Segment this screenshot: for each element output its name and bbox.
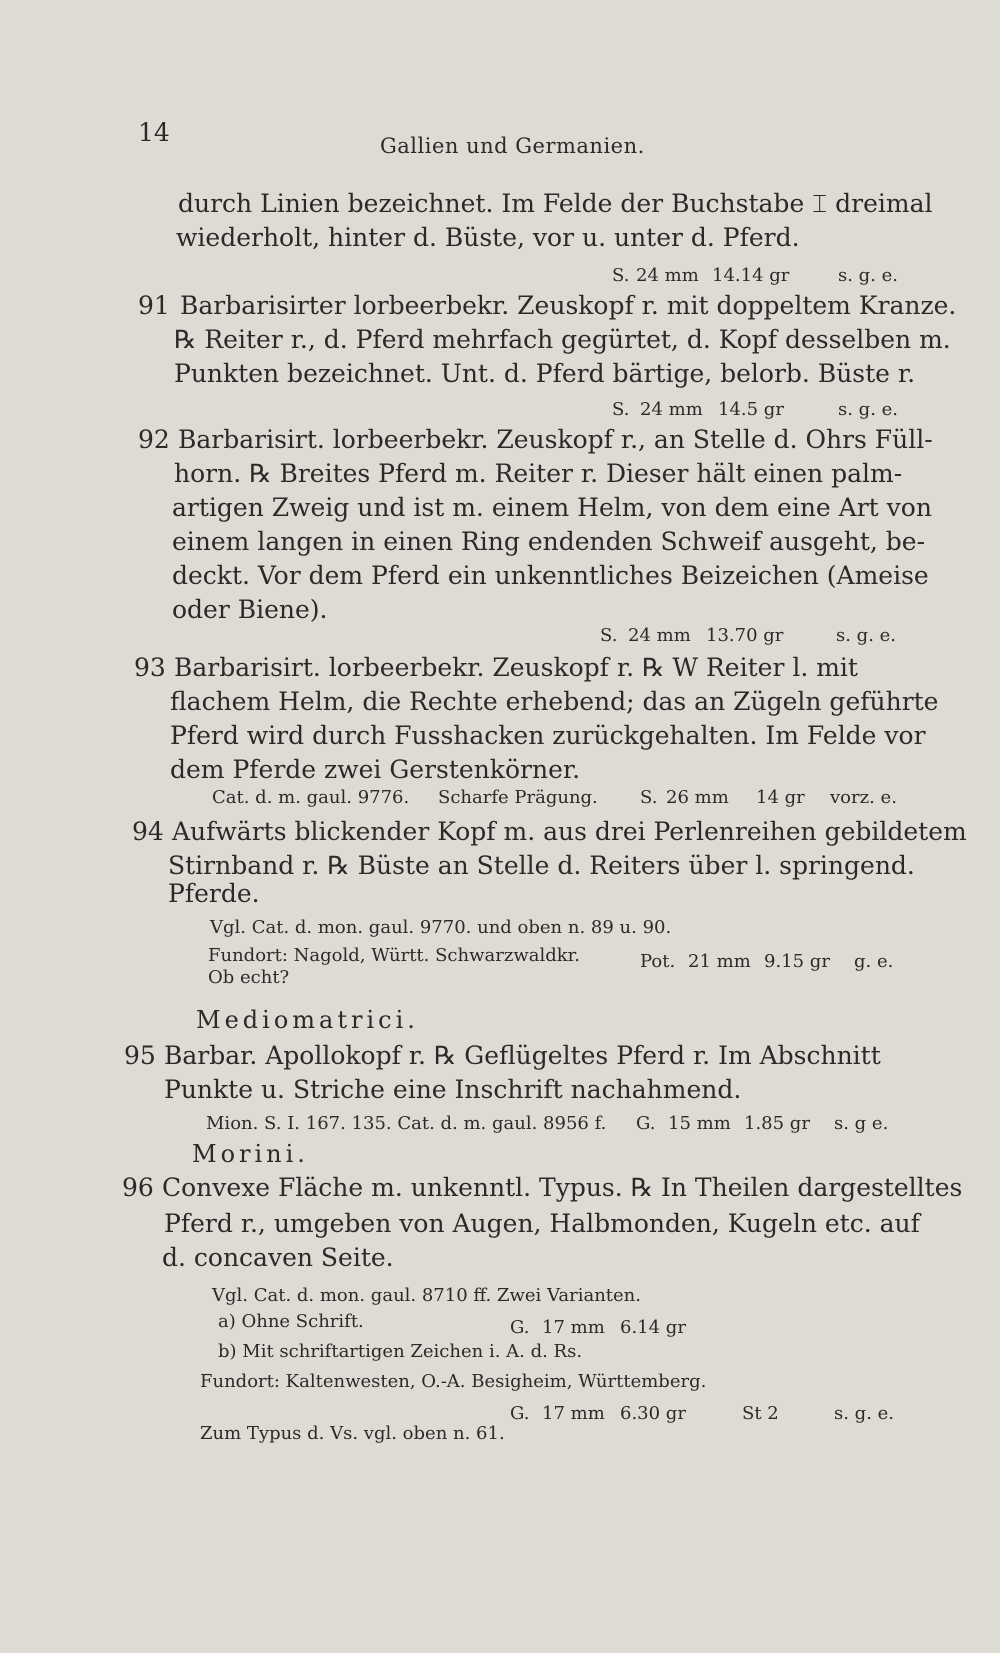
- text-line: Barbarisirter lorbeerbekr. Zeuskopf r. mit doppeltem Kranze.: [180, 291, 957, 320]
- text-line: artigen Zweig und ist m. einem Helm, von dem eine Art von: [172, 493, 932, 522]
- text-line: deckt. Vor dem Pferd ein unkenntliches Beizeichen (Ameise: [172, 561, 929, 590]
- text-line: Aufwärts blickender Kopf m. aus drei Perlenreihen gebildetem: [172, 817, 967, 846]
- note-line: Vgl. Cat. d. mon. gaul. 8710 ff. Zwei Varianten.: [212, 1285, 641, 1306]
- size: 26 mm: [666, 787, 729, 808]
- condition: s. g. e.: [838, 265, 899, 286]
- entry-number: 92: [138, 425, 170, 454]
- weight: 14.5 gr: [718, 399, 784, 420]
- entry-number: 94: [132, 817, 164, 846]
- text-line: Barbarisirt. lorbeerbekr. Zeuskopf r. ℞ W Reiter l. mit: [174, 653, 858, 682]
- weight: 6.30 gr: [620, 1403, 686, 1424]
- condition: s. g e.: [834, 1113, 889, 1134]
- note-line: a) Ohne Schrift.: [218, 1311, 364, 1332]
- metal: S.: [612, 265, 630, 286]
- page-number: 14: [138, 118, 170, 147]
- weight: 9.15 gr: [764, 951, 830, 972]
- weight: 6.14 gr: [620, 1317, 686, 1338]
- text-line: Pferde.: [168, 879, 260, 908]
- running-title: Gallien und Germanien.: [380, 134, 645, 158]
- size: 15 mm: [668, 1113, 731, 1134]
- metal: S.: [640, 787, 658, 808]
- text-line: wiederholt, hinter d. Büste, vor u. unter d. Pferd.: [176, 223, 800, 252]
- text-line: dem Pferde zwei Gerstenkörner.: [170, 755, 581, 784]
- text-line: ℞ Reiter r., d. Pferd mehrfach gegürtet, d. Kopf desselben m.: [174, 325, 951, 354]
- text-line: Barbar. Apollokopf r. ℞ Geflügeltes Pferd r. Im Abschnitt: [164, 1041, 881, 1070]
- entry-number: 93: [134, 653, 166, 682]
- text-line: Punkte u. Striche eine Inschrift nachahmend.: [164, 1075, 742, 1104]
- note-line: Fundort: Kaltenwesten, O.-A. Besigheim, Württemberg.: [200, 1371, 707, 1392]
- note-line: Ob echt?: [208, 967, 290, 988]
- size: 21 mm: [688, 951, 751, 972]
- note: Scharfe Prägung.: [438, 787, 598, 808]
- text-line: Punkten bezeichnet. Unt. d. Pferd bärtige, belorb. Büste r.: [174, 359, 916, 388]
- size: 17 mm: [542, 1317, 605, 1338]
- stempel: St 2: [742, 1403, 779, 1424]
- text-line: einem langen in einen Ring endenden Schweif ausgeht, be-: [172, 527, 926, 556]
- metal: S.: [600, 625, 618, 646]
- text-line: d. concaven Seite.: [162, 1243, 394, 1272]
- text-line: Stirnband r. ℞ Büste an Stelle d. Reiters über l. springend.: [168, 851, 915, 880]
- section-heading: Mediomatrici.: [196, 1006, 419, 1034]
- text-line: Barbarisirt. lorbeerbekr. Zeuskopf r., an Stelle d. Ohrs Füll-: [178, 425, 933, 454]
- weight: 14 gr: [756, 787, 805, 808]
- text-line: Pferd wird durch Fusshacken zurückgehalten. Im Felde vor: [170, 721, 926, 750]
- note-line: b) Mit schriftartigen Zeichen i. A. d. Rs.: [218, 1341, 583, 1362]
- size: 24 mm: [636, 265, 699, 286]
- metal: Pot.: [640, 951, 676, 972]
- text-line: horn. ℞ Breites Pferd m. Reiter r. Dieser hält einen palm-: [174, 459, 903, 488]
- entry-number: 95: [124, 1041, 156, 1070]
- condition: s. g. e.: [834, 1403, 895, 1424]
- text-line: durch Linien bezeichnet. Im Felde der Buchstabe ⌶ dreimal: [178, 189, 933, 218]
- metal: S.: [612, 399, 630, 420]
- weight: 14.14 gr: [712, 265, 790, 286]
- size: 24 mm: [640, 399, 703, 420]
- weight: 13.70 gr: [706, 625, 784, 646]
- text-line: oder Biene).: [172, 595, 328, 624]
- text-line: Convexe Fläche m. unkenntl. Typus. ℞ In Theilen dargestelltes: [162, 1173, 963, 1202]
- note-line: Vgl. Cat. d. mon. gaul. 9770. und oben n. 89 u. 90.: [210, 917, 672, 938]
- condition: s. g. e.: [838, 399, 899, 420]
- reference: Mion. S. I. 167. 135. Cat. d. m. gaul. 8956 f.: [206, 1113, 607, 1134]
- size: 17 mm: [542, 1403, 605, 1424]
- metal: G.: [510, 1403, 530, 1424]
- note-line: Fundort: Nagold, Württ. Schwarzwaldkr.: [208, 945, 581, 966]
- size: 24 mm: [628, 625, 691, 646]
- weight: 1.85 gr: [744, 1113, 810, 1134]
- metal: G.: [510, 1317, 530, 1338]
- reference: Cat. d. m. gaul. 9776.: [212, 787, 410, 808]
- condition: g. e.: [854, 951, 894, 972]
- entry-number: 96: [122, 1173, 154, 1202]
- metal: G.: [636, 1113, 656, 1134]
- section-heading: Morini.: [192, 1140, 309, 1168]
- text-line: Pferd r., umgeben von Augen, Halbmonden, Kugeln etc. auf: [164, 1209, 920, 1238]
- entry-number: 91: [138, 291, 170, 320]
- note-line: Zum Typus d. Vs. vgl. oben n. 61.: [200, 1423, 505, 1444]
- text-line: flachem Helm, die Rechte erhebend; das an Zügeln geführte: [170, 687, 939, 716]
- condition: s. g. e.: [836, 625, 897, 646]
- condition: vorz. e.: [830, 787, 897, 808]
